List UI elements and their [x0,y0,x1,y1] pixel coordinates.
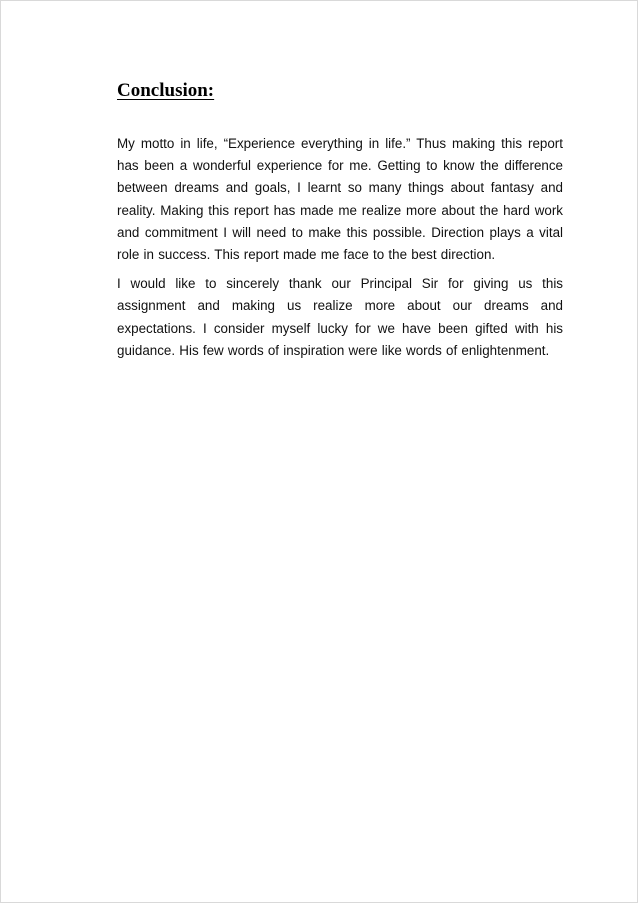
page-content [117,79,563,369]
paragraph-1: My motto in life, “Experience everything in life.” Thus making this report has been a wonderful experience for me. Getting to know the difference between dreams and goals, I learnt so many things about fantasy and reality. Making this report has made me realize more about the hard work and commitment I will need to make this possible. Direction plays a vital role in success. This report made me face to the best direction. [117,136,563,263]
section-heading: Conclusion: [117,80,215,101]
paragraph-2: I would like to sincerely thank our Principal Sir for giving us this assignment and making us realize more about our dreams and expectations. I consider myself lucky for we have been gifted with his guidance. His few words of inspiration were like words of enlightenment. [117,276,563,358]
